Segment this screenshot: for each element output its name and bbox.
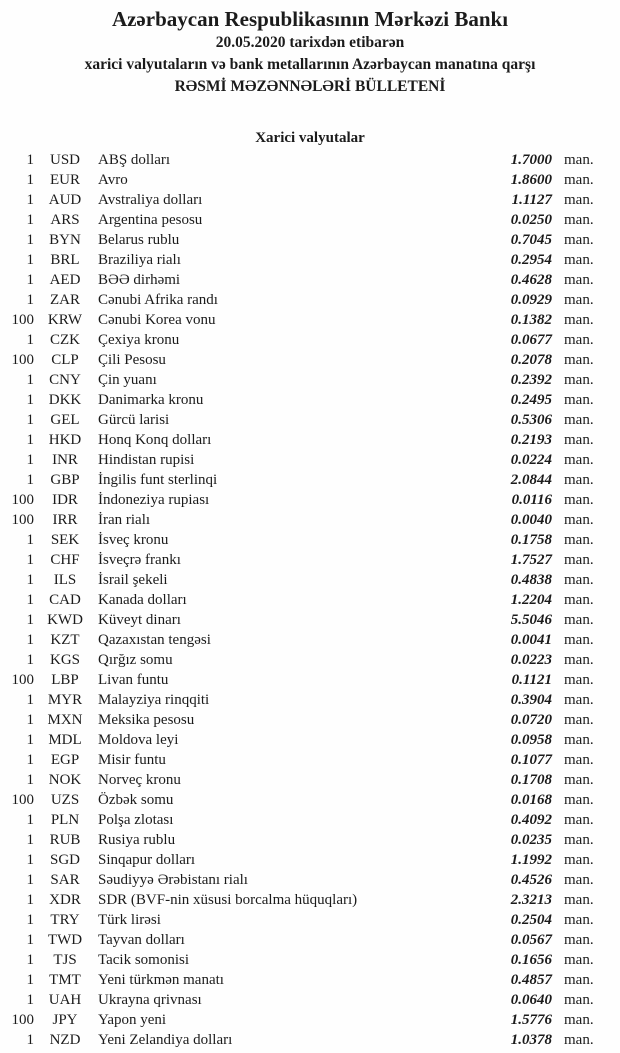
unit-cell: man.: [564, 612, 594, 628]
currency-row: [0, 930, 620, 950]
currency-row: [0, 490, 620, 510]
currency-code-cell: USD: [49, 152, 80, 168]
currency-name-cell: Danimarka kronu: [98, 392, 204, 408]
quantity-cell: 1: [26, 932, 34, 948]
quantity-cell: 100: [11, 672, 34, 688]
unit-cell: man.: [564, 852, 594, 868]
currency-row: [0, 690, 620, 710]
rate-cell: 0.2954: [510, 252, 552, 268]
rate-cell: 0.3904: [510, 692, 552, 708]
quantity-cell: 1: [26, 772, 34, 788]
currency-name-cell: Ukrayna qrivnası: [98, 992, 202, 1008]
currency-row: [0, 450, 620, 470]
rate-cell: 5.5046: [510, 612, 552, 628]
rate-cell: 1.5776: [510, 1012, 552, 1028]
currency-name-cell: Tacik somonisi: [98, 952, 190, 968]
currency-name-cell: Moldova leyi: [98, 732, 179, 748]
currency-row: [0, 250, 620, 270]
currency-code-cell: TMT: [49, 972, 81, 988]
currency-name-cell: Səudiyyə Ərəbistanı rialı: [98, 872, 248, 888]
unit-cell: man.: [564, 532, 594, 548]
quantity-cell: 1: [26, 572, 34, 588]
currency-name-cell: Qırğız somu: [98, 652, 173, 668]
unit-cell: man.: [564, 712, 594, 728]
quantity-cell: 1: [26, 992, 34, 1008]
rate-cell: 1.0378: [510, 1032, 552, 1048]
currency-code-cell: MYR: [47, 692, 83, 708]
currency-row: [0, 830, 620, 850]
rate-cell: 0.5306: [510, 412, 552, 428]
currency-row: [0, 810, 620, 830]
unit-cell: man.: [564, 312, 594, 328]
currency-row: [0, 970, 620, 990]
currency-name-cell: SDR (BVF-nin xüsusi borcalma hüquqları): [98, 892, 358, 908]
currency-code-cell: IDR: [52, 492, 78, 508]
unit-cell: man.: [564, 752, 594, 768]
currency-row: [0, 570, 620, 590]
rate-cell: 0.0250: [510, 212, 552, 228]
rate-cell: 0.4628: [510, 272, 552, 288]
rate-cell: 0.2495: [510, 392, 552, 408]
currency-name-cell: Yapon yeni: [98, 1012, 167, 1028]
currency-name-cell: Sinqapur dolları: [98, 852, 196, 868]
unit-cell: man.: [564, 272, 594, 288]
unit-cell: man.: [564, 512, 594, 528]
currency-row: [0, 330, 620, 350]
unit-cell: man.: [564, 652, 594, 668]
quantity-cell: 1: [26, 692, 34, 708]
currency-row: [0, 210, 620, 230]
rate-cell: 0.2193: [510, 432, 552, 448]
currency-name-cell: Belarus rublu: [98, 232, 180, 248]
rate-cell: 0.2392: [510, 372, 552, 388]
currency-name-cell: ABŞ dolları: [98, 152, 171, 168]
currency-name-cell: Norveç kronu: [98, 772, 181, 788]
rate-cell: 1.7527: [510, 552, 552, 568]
currency-row: [0, 650, 620, 670]
rate-cell: 0.4857: [510, 972, 552, 988]
rate-cell: 0.1077: [510, 752, 552, 768]
currency-row: [0, 630, 620, 650]
unit-cell: man.: [564, 992, 594, 1008]
section-title-foreign-currencies: Xarici valyutalar: [255, 130, 365, 146]
quantity-cell: 1: [26, 592, 34, 608]
currency-row: [0, 150, 620, 170]
currency-code-cell: CNY: [49, 372, 81, 388]
currency-code-cell: LBP: [51, 672, 79, 688]
quantity-cell: 1: [26, 632, 34, 648]
unit-cell: man.: [564, 332, 594, 348]
currency-code-cell: TJS: [53, 952, 77, 968]
unit-cell: man.: [564, 172, 594, 188]
quantity-cell: 1: [26, 752, 34, 768]
quantity-cell: 1: [26, 212, 34, 228]
currency-code-cell: NOK: [48, 772, 82, 788]
quantity-cell: 1: [26, 252, 34, 268]
unit-cell: man.: [564, 192, 594, 208]
quantity-cell: 1: [26, 152, 34, 168]
currency-name-cell: Avro: [98, 172, 128, 188]
unit-cell: man.: [564, 1012, 594, 1028]
currency-name-cell: Hindistan rupisi: [98, 452, 195, 468]
currency-name-cell: Braziliya rialı: [98, 252, 181, 268]
currency-code-cell: TWD: [47, 932, 83, 948]
currency-row: [0, 730, 620, 750]
quantity-cell: 100: [11, 512, 34, 528]
subtitle-line: xarici valyutaların və bank metallarının Azərbaycan manatına qarşı: [84, 56, 536, 73]
rate-cell: 0.1708: [510, 772, 552, 788]
currency-name-cell: Çili Pesosu: [98, 352, 166, 368]
currency-row: [0, 710, 620, 730]
currency-code-cell: EUR: [50, 172, 80, 188]
currency-row: [0, 230, 620, 250]
currency-name-cell: Çexiya kronu: [98, 332, 180, 348]
bank-title: Azərbaycan Respublikasının Mərkəzi Bankı: [111, 7, 509, 31]
rate-cell: 0.0041: [510, 632, 552, 648]
currency-row: [0, 890, 620, 910]
quantity-cell: 1: [26, 372, 34, 388]
rate-cell: 1.1992: [510, 852, 552, 868]
quantity-cell: 1: [26, 392, 34, 408]
currency-code-cell: JPY: [52, 1012, 78, 1028]
quantity-cell: 1: [26, 1032, 34, 1048]
currency-row: [0, 770, 620, 790]
currency-code-cell: IRR: [52, 512, 78, 528]
rate-cell: 0.0720: [510, 712, 552, 728]
currency-row: [0, 510, 620, 530]
quantity-cell: 1: [26, 972, 34, 988]
quantity-cell: 100: [11, 312, 34, 328]
rate-cell: 0.0116: [511, 492, 552, 508]
currency-name-cell: Meksika pesosu: [98, 712, 195, 728]
unit-cell: man.: [564, 392, 594, 408]
currency-code-cell: EGP: [50, 752, 80, 768]
unit-cell: man.: [564, 692, 594, 708]
unit-cell: man.: [564, 292, 594, 308]
currency-code-cell: SEK: [50, 532, 80, 548]
currency-name-cell: Yeni Zelandiya dolları: [98, 1032, 233, 1048]
currency-name-cell: Özbək somu: [98, 792, 174, 808]
rate-cell: 2.0844: [510, 472, 552, 488]
unit-cell: man.: [564, 552, 594, 568]
currency-code-cell: GEL: [50, 412, 80, 428]
quantity-cell: 1: [26, 832, 34, 848]
rate-cell: 1.2204: [510, 592, 552, 608]
currency-name-cell: Argentina pesosu: [98, 212, 203, 228]
unit-cell: man.: [564, 952, 594, 968]
rate-cell: 0.0168: [510, 792, 552, 808]
quantity-cell: 1: [26, 852, 34, 868]
quantity-cell: 1: [26, 452, 34, 468]
currency-code-cell: CAD: [49, 592, 81, 608]
currency-name-cell: Küveyt dinarı: [98, 612, 181, 628]
rate-cell: 0.0640: [510, 992, 552, 1008]
currency-code-cell: INR: [52, 452, 78, 468]
currency-row: [0, 670, 620, 690]
rate-cell: 0.0224: [510, 452, 552, 468]
quantity-cell: 1: [26, 952, 34, 968]
quantity-cell: 1: [26, 912, 34, 928]
currency-name-cell: Türk lirəsi: [98, 912, 161, 928]
currency-name-cell: İngilis funt sterlinqi: [98, 472, 218, 488]
quantity-cell: 1: [26, 872, 34, 888]
quantity-cell: 1: [26, 332, 34, 348]
currency-code-cell: CLP: [51, 352, 79, 368]
currency-code-cell: RUB: [49, 832, 81, 848]
currency-code-cell: ILS: [53, 572, 77, 588]
unit-cell: man.: [564, 412, 594, 428]
unit-cell: man.: [564, 472, 594, 488]
quantity-cell: 1: [26, 652, 34, 668]
unit-cell: man.: [564, 772, 594, 788]
quantity-cell: 1: [26, 232, 34, 248]
quantity-cell: 1: [26, 292, 34, 308]
unit-cell: man.: [564, 572, 594, 588]
currency-code-cell: AUD: [48, 192, 82, 208]
rate-cell: 0.4526: [510, 872, 552, 888]
unit-cell: man.: [564, 932, 594, 948]
rate-cell: 0.0040: [510, 512, 552, 528]
unit-cell: man.: [564, 152, 594, 168]
unit-cell: man.: [564, 812, 594, 828]
currency-code-cell: HKD: [48, 432, 82, 448]
currency-row: [0, 950, 620, 970]
currency-row: [0, 290, 620, 310]
currency-code-cell: AED: [49, 272, 81, 288]
unit-cell: man.: [564, 452, 594, 468]
unit-cell: man.: [564, 632, 594, 648]
quantity-cell: 100: [11, 792, 34, 808]
currency-code-cell: NZD: [49, 1032, 81, 1048]
currency-row: [0, 270, 620, 290]
quantity-cell: 1: [26, 812, 34, 828]
currency-code-cell: KZT: [50, 632, 80, 648]
currency-name-cell: Tayvan dolları: [98, 932, 185, 948]
rate-cell: 0.1758: [510, 532, 552, 548]
unit-cell: man.: [564, 352, 594, 368]
quantity-cell: 1: [26, 472, 34, 488]
currency-code-cell: KGS: [49, 652, 80, 668]
currency-name-cell: İsveçrə frankı: [98, 552, 181, 568]
unit-cell: man.: [564, 372, 594, 388]
unit-cell: man.: [564, 872, 594, 888]
currency-row: [0, 390, 620, 410]
quantity-cell: 100: [11, 352, 34, 368]
rate-cell: 2.3213: [510, 892, 552, 908]
quantity-cell: 100: [11, 492, 34, 508]
currency-row: [0, 750, 620, 770]
currency-code-cell: UZS: [50, 792, 80, 808]
unit-cell: man.: [564, 912, 594, 928]
currency-row: [0, 190, 620, 210]
currency-row: [0, 790, 620, 810]
quantity-cell: 1: [26, 732, 34, 748]
rate-cell: 0.0958: [510, 732, 552, 748]
rate-cell: 0.7045: [510, 232, 552, 248]
rate-cell: 0.2504: [510, 912, 552, 928]
quantity-cell: 1: [26, 532, 34, 548]
currency-name-cell: Qazaxıstan tengəsi: [98, 632, 211, 648]
unit-cell: man.: [564, 792, 594, 808]
currency-code-cell: SAR: [50, 872, 80, 888]
bulletin-title: RƏSMİ MƏZƏNNƏLƏRİ BÜLLETENİ: [174, 78, 446, 95]
currency-rate-table: [0, 150, 620, 1050]
currency-row: [0, 1010, 620, 1030]
currency-code-cell: BRL: [50, 252, 80, 268]
unit-cell: man.: [564, 1032, 594, 1048]
unit-cell: man.: [564, 252, 594, 268]
currency-name-cell: İsrail şekeli: [98, 572, 168, 588]
rate-cell: 1.8600: [510, 172, 552, 188]
unit-cell: man.: [564, 492, 594, 508]
currency-row: [0, 610, 620, 630]
quantity-cell: 1: [26, 892, 34, 908]
quantity-cell: 1: [26, 612, 34, 628]
currency-name-cell: İndoneziya rupiası: [98, 492, 210, 508]
quantity-cell: 1: [26, 432, 34, 448]
rate-cell: 0.0235: [510, 832, 552, 848]
currency-code-cell: KWD: [47, 612, 83, 628]
currency-name-cell: Misir funtu: [98, 752, 166, 768]
currency-name-cell: Cənubi Korea vonu: [98, 312, 216, 328]
currency-name-cell: Gürcü larisi: [98, 412, 170, 428]
unit-cell: man.: [564, 212, 594, 228]
currency-code-cell: CZK: [50, 332, 80, 348]
currency-row: [0, 470, 620, 490]
currency-row: [0, 990, 620, 1010]
currency-code-cell: ZAR: [50, 292, 80, 308]
currency-name-cell: Honq Konq dolları: [98, 432, 212, 448]
quantity-cell: 1: [26, 412, 34, 428]
currency-row: [0, 170, 620, 190]
currency-name-cell: Cənubi Afrika randı: [98, 292, 218, 308]
currency-code-cell: SGD: [49, 852, 80, 868]
currency-code-cell: ARS: [50, 212, 80, 228]
currency-code-cell: GBP: [50, 472, 80, 488]
rate-cell: 1.1127: [511, 192, 552, 208]
unit-cell: man.: [564, 892, 594, 908]
currency-name-cell: Kanada dolları: [98, 592, 187, 608]
rate-cell: 0.2078: [510, 352, 552, 368]
currency-row: [0, 910, 620, 930]
quantity-cell: 1: [26, 272, 34, 288]
currency-name-cell: Malayziya rinqqiti: [98, 692, 210, 708]
currency-name-cell: Livan funtu: [98, 672, 169, 688]
currency-row: [0, 850, 620, 870]
currency-row: [0, 310, 620, 330]
currency-name-cell: Avstraliya dolları: [98, 192, 203, 208]
rate-cell: 0.0677: [510, 332, 552, 348]
currency-row: [0, 590, 620, 610]
quantity-cell: 1: [26, 192, 34, 208]
currency-name-cell: Polşa zlotası: [98, 812, 174, 828]
unit-cell: man.: [564, 592, 594, 608]
rate-cell: 1.7000: [510, 152, 552, 168]
rate-cell: 0.1121: [511, 672, 552, 688]
currency-code-cell: DKK: [48, 392, 82, 408]
currency-code-cell: PLN: [50, 812, 80, 828]
currency-row: [0, 410, 620, 430]
effective-date-line: 20.05.2020 tarixdən etibarən: [215, 34, 405, 51]
currency-row: [0, 530, 620, 550]
currency-name-cell: Rusiya rublu: [98, 832, 176, 848]
quantity-cell: 1: [26, 712, 34, 728]
currency-name-cell: Çin yuanı: [98, 372, 157, 388]
currency-row: [0, 870, 620, 890]
bulletin-header: [0, 6, 620, 98]
currency-row: [0, 1030, 620, 1050]
currency-code-cell: TRY: [50, 912, 80, 928]
quantity-cell: 100: [11, 1012, 34, 1028]
rate-cell: 0.1382: [510, 312, 552, 328]
unit-cell: man.: [564, 832, 594, 848]
unit-cell: man.: [564, 232, 594, 248]
currency-code-cell: MXN: [47, 712, 83, 728]
currency-row: [0, 430, 620, 450]
quantity-cell: 1: [26, 552, 34, 568]
currency-code-cell: UAH: [48, 992, 82, 1008]
currency-row: [0, 370, 620, 390]
unit-cell: man.: [564, 432, 594, 448]
currency-row: [0, 350, 620, 370]
currency-code-cell: XDR: [49, 892, 81, 908]
currency-name-cell: Yeni türkmən manatı: [98, 972, 224, 988]
currency-name-cell: İsveç kronu: [98, 532, 169, 548]
rate-cell: 0.4838: [510, 572, 552, 588]
currency-code-cell: KRW: [47, 312, 83, 328]
currency-row: [0, 550, 620, 570]
unit-cell: man.: [564, 972, 594, 988]
currency-code-cell: MDL: [48, 732, 82, 748]
rate-cell: 0.1656: [510, 952, 552, 968]
rate-cell: 0.0223: [510, 652, 552, 668]
currency-name-cell: İran rialı: [98, 512, 151, 528]
rate-cell: 0.4092: [510, 812, 552, 828]
quantity-cell: 1: [26, 172, 34, 188]
rate-cell: 0.0567: [510, 932, 552, 948]
rate-cell: 0.0929: [510, 292, 552, 308]
currency-name-cell: BƏƏ dirhəmi: [98, 272, 181, 288]
unit-cell: man.: [564, 732, 594, 748]
currency-code-cell: CHF: [50, 552, 80, 568]
currency-code-cell: BYN: [49, 232, 81, 248]
unit-cell: man.: [564, 672, 594, 688]
